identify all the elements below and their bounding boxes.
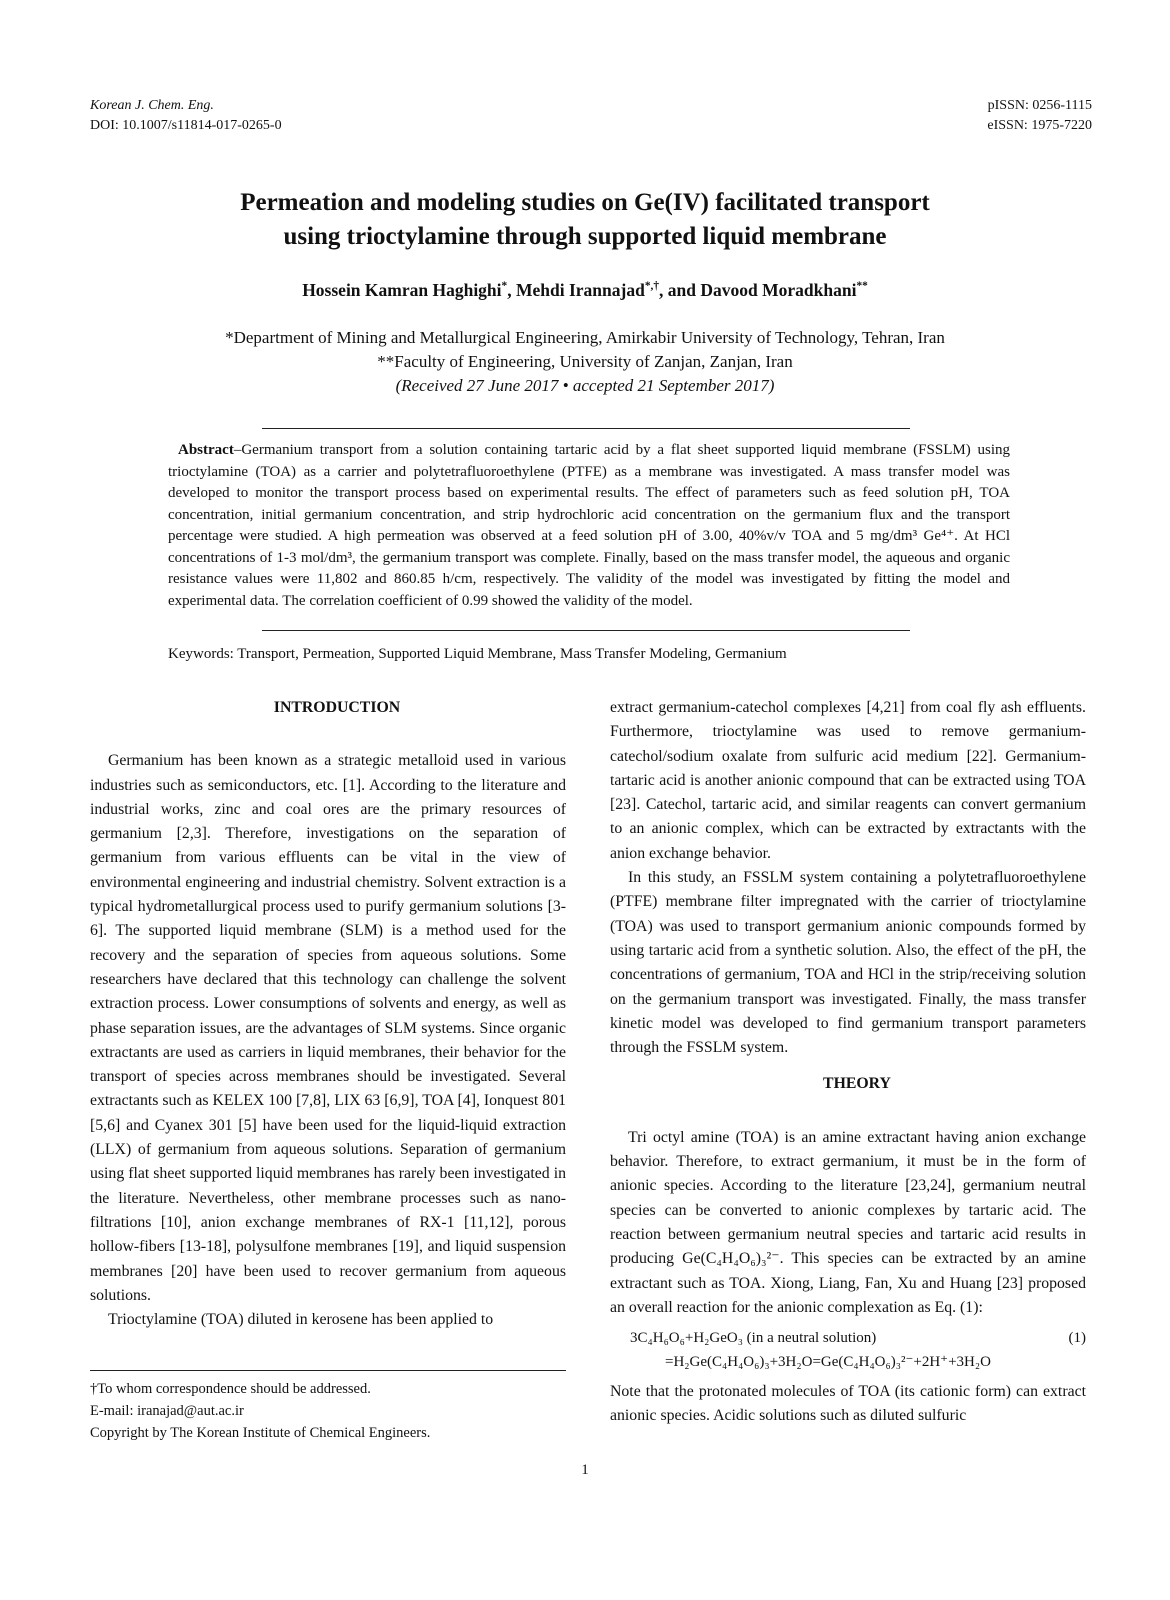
author-1-mark: * [501, 280, 508, 293]
title-line-2: using trioctylamine through supported liquid membrane [283, 223, 887, 250]
right-column [610, 696, 1086, 1429]
page-number: 1 [581, 1462, 589, 1478]
eissn: eISSN: 1975-7220 [987, 118, 1092, 133]
abstract-text: –Germanium transport from a solution containing tartaric acid by a flat sheet supported liquid membrane (FSSLM) using trioctylamine (TOA) as a carrier and polytetrafluoroethylene (PTFE) as a membrane was investigated. A mass transfer model was developed to monitor the transport process based on experimental results. The effect of parameters such as feed solution pH, TOA concentration, initial germanium concentration, and strip hydrochloric acid concentration on the germanium flux and the transport percentage were studied. A high permeation was observed at a feed solution pH of 3.00, 40%v/v TOA and 5 mg/dm³ Ge⁴⁺. At HCl concentrations of 1-3 mol/dm³, the germanium transport was complete. Finally, based on the mass transfer model, the aqueous and organic resistance values were 11,802 and 860.85 h/cm, respectively. The validity of the model was investigated by fitting the model and experimental data. The correlation coefficient of 0.99 showed the validity of the model. [168, 442, 1010, 609]
footnote-rule [90, 1370, 566, 1371]
issn-header [987, 96, 1092, 136]
theory-paragraph-1: Tri octyl amine (TOA) is an amine extractant having anion exchange behavior. Therefore, to extract germanium, it must be in the form of anionic species. According to the literature [23,24], germanium neutral species can be converted to anionic complexes by tartaric acid. The reaction between germanium neutral species and tartaric acid results in producing Ge(C₄H₄O₆)₃²⁻. This species can be extracted by an amine extractant such as TOA. Xiong, Liang, Fan, Xu and Huang [23] proposed an overall reaction for the anionic complexation as Eq. (1): [610, 1128, 1086, 1316]
abstract-top-rule [262, 428, 910, 429]
doi: DOI: 10.1007/s11814-017-0265-0 [90, 118, 282, 133]
title-line-1: Permeation and modeling studies on Ge(IV) facilitated transport [240, 189, 930, 216]
intro-paragraph-2: Trioctylamine (TOA) diluted in kerosene has been applied to [108, 1311, 494, 1329]
equation-1 [610, 1326, 1086, 1374]
affiliation-2: **Faculty of Engineering, University of Zanjan, Zanjan, Iran [377, 352, 793, 371]
author-2-mark: *,† [644, 280, 660, 293]
journal-header [90, 96, 282, 136]
author-1: Hossein Kamran Haghighi [302, 280, 502, 300]
author-2: , Mehdi Irannajad [507, 280, 645, 300]
journal-name: Korean J. Chem. Eng. [90, 98, 214, 113]
equation-line-1: 3C₄H₆O₆+H₂GeO₃ (in a neutral solution) [630, 1330, 877, 1347]
footnote-correspondence: †To whom correspondence should be addressed. [90, 1381, 371, 1397]
left-column [90, 696, 566, 1332]
footnote [90, 1378, 430, 1444]
paper-title [0, 186, 1170, 254]
author-3-mark: ** [856, 280, 868, 293]
abstract [168, 440, 1010, 612]
footnote-copyright: Copyright by The Korean Institute of Chemical Engineers. [90, 1425, 431, 1441]
authors [0, 280, 1170, 301]
theory-paragraph-2: Note that the protonated molecules of TOA (its cationic form) can extract anionic species. Acidic solutions such as diluted sulfuric [610, 1383, 1086, 1425]
affiliations [0, 326, 1170, 398]
right-paragraph-2: In this study, an FSSLM system containing a polytetrafluoroethylene (PTFE) membrane filter impregnated with the carrier of trioctylamine (TOA) was used to transport germanium anionic compounds formed by using tartaric acid from a synthetic solution. Also, the effect of the pH, the concentrations of germanium, TOA and HCl in the strip/receiving solution on the germanium transport was investigated. Finally, the mass transfer kinetic model was developed to find germanium transport parameters through the FSSLM system. [610, 869, 1086, 1057]
footnote-email: E-mail: iranajad@aut.ac.ir [90, 1403, 244, 1419]
equation-line-2: =H₂Ge(C₄H₄O₆)₃+3H₂O=Ge(C₄H₄O₆)₃²⁻+2H⁺+3H₂O [665, 1354, 991, 1371]
abstract-label: Abstract [178, 442, 234, 458]
abstract-bottom-rule [262, 630, 910, 631]
affiliation-1: *Department of Mining and Metallurgical Engineering, Amirkabir University of Technology, Tehran, Iran [225, 328, 945, 347]
pissn: pISSN: 0256-1115 [987, 98, 1092, 113]
equation-number: (1) [1068, 1330, 1086, 1347]
received-dates: (Received 27 June 2017 • accepted 21 September 2017) [395, 376, 775, 395]
right-paragraph-1: extract germanium-catechol complexes [4,21] from coal fly ash effluents. Furthermore, trioctylamine was used to remove germanium-catechol/sodium oxalate from sulfuric acid medium [22]. Germanium-tartaric acid is another anionic compound that can be extracted using TOA [23]. Catechol, tartaric acid, and similar reagents can convert germanium to an anionic complex, which can be extracted by extractants with the anion exchange behavior. [610, 699, 1086, 862]
theory-heading: THEORY [823, 1075, 891, 1093]
intro-paragraph-1: Germanium has been known as a strategic metalloid used in various industries such as semiconductors, etc. [1]. According to the literature and industrial works, zinc and coal ores are the primary resources of germanium [2,3]. Therefore, investigations on the separation of germanium from various effluents can be vital in the view of environmental engineering and industrial chemistry. Solvent extraction is a typical hydrometallurgical process used to purify germanium solutions [3-6]. The supported liquid membrane (SLM) is a method used for the recovery and the separation of species from aqueous solutions. Some researchers have declared that this technology can challenge the solvent extraction process. Lower consumptions of solvents and energy, as well as phase separation issues, are the advantages of SLM systems. Since organic extractants are used as carriers in liquid membranes, their behavior for the transport of species across membranes should be investigated. Several extractants such as KELEX 100 [7,8], LIX 63 [6,9], TOA [4], Ionquest 801 [5,6] and Cyanex 301 [5] have been used for the liquid-liquid extraction (LLX) of germanium from aqueous solutions. Separation of germanium using flat sheet supported liquid membranes has rarely been investigated in the literature. Nevertheless, other membrane processes such as nano-filtrations [10], anion exchange membranes of RX-1 [11,12], porous hollow-fibers [13-18], polysulfone membranes [19], and liquid suspension membranes [20] have been used to recover germanium from aqueous solutions. [90, 752, 566, 1304]
intro-heading: INTRODUCTION [273, 699, 401, 716]
keywords: Keywords: Transport, Permeation, Supported Liquid Membrane, Mass Transfer Modeling, Germanium [168, 646, 787, 662]
author-3: , and Davood Moradkhani [659, 280, 857, 300]
